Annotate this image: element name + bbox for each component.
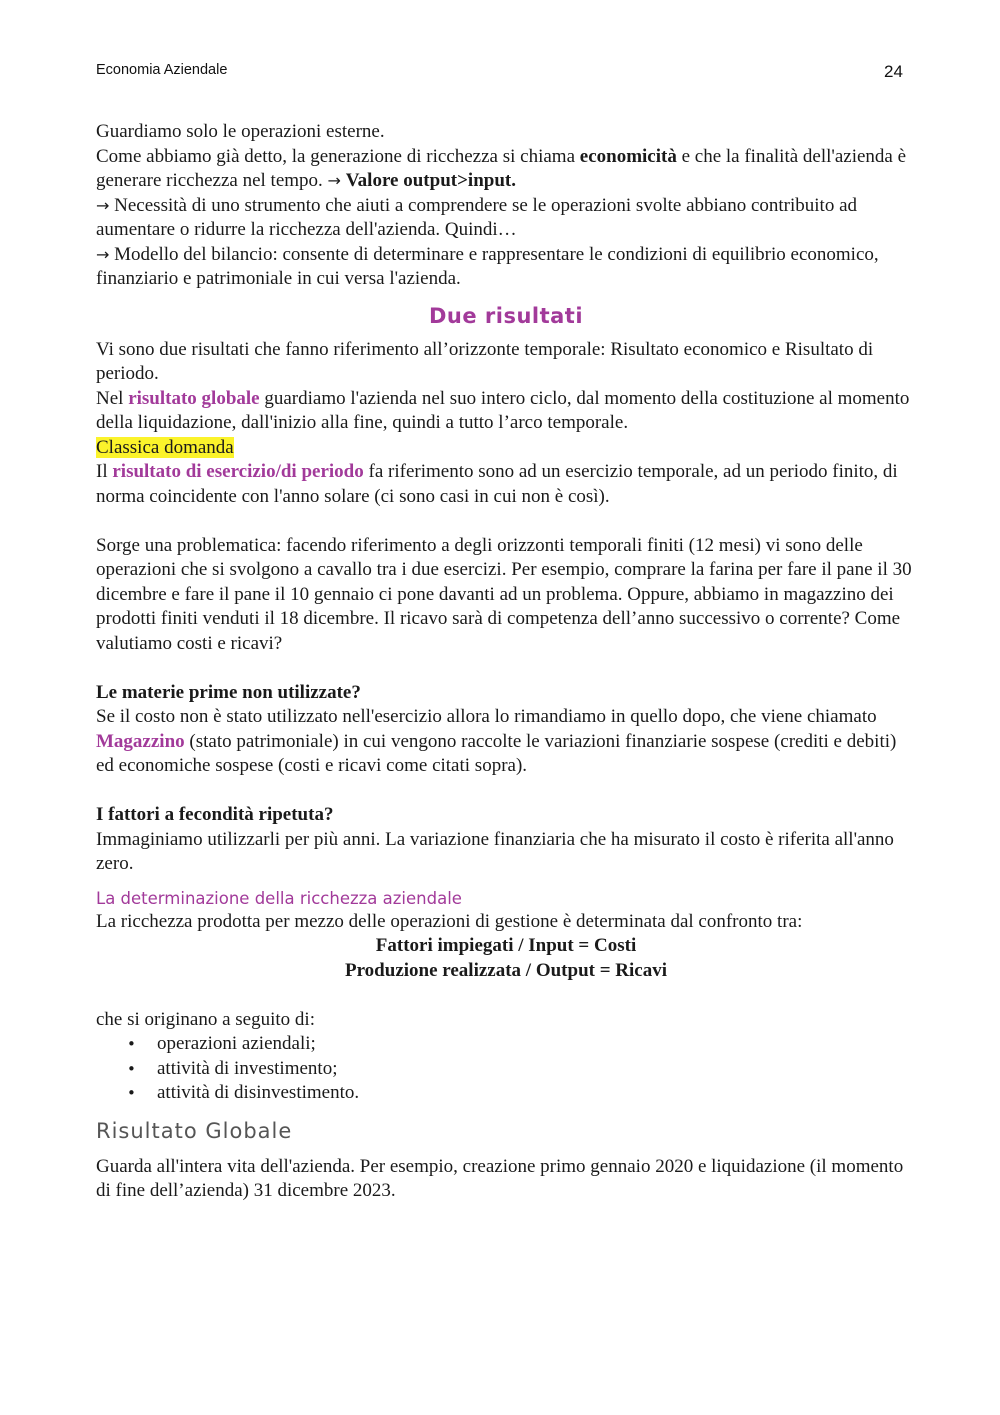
- paragraph-si-originano: che si originano a seguito di:: [96, 1008, 315, 1030]
- term-economicita: economicità: [579, 145, 677, 167]
- page-number: 24: [884, 62, 903, 81]
- intro-paragraph-3: → Necessità di uno strumento che aiuti a comprendere se le operazioni svolte abbiano contribuito ad aumentare o ridurre la ricchezza dell'azienda. Quindi…: [96, 194, 858, 240]
- arrow-icon: →: [96, 244, 110, 264]
- arrow-icon: →: [327, 171, 341, 190]
- highlight-classica-domanda: Classica domanda: [96, 436, 234, 458]
- intro-paragraph-4: → Modello del bilancio: consente di determinare e rappresentare le condizioni di equilibrio economico, finanziario e patrimoniale in cui versa l'azienda.: [96, 243, 879, 289]
- intro-paragraph-2: Come abbiamo già detto, la generazione di ricchezza si chiama economicità e che la finalità dell'azienda è generare ricchezza nel tempo. → Valore output>input.: [96, 145, 907, 191]
- term-magazzino: Magazzino: [96, 730, 185, 752]
- list-item: • operazioni aziendali;: [157, 1032, 916, 1057]
- bullet-list: [96, 1032, 916, 1106]
- answer-materie-prime: Se il costo non è stato utilizzato nell'esercizio allora lo rimandiamo in quello dopo, che viene chiamato Magazzino (stato patrimoniale) in cui vengono raccolte le variazioni finanziarie sospese (crediti e debiti) ed economiche sospese (costi e ricavi come citati sopra).: [96, 706, 897, 776]
- paragraph-intera-vita: Guarda all'intera vita dell'azienda. Per esempio, creazione primo gennaio 2020 e liquidazione (il momento di fine dell’azienda) 31 dicembre 2023.: [96, 1155, 904, 1201]
- running-header: Economia Aziendale: [96, 62, 228, 78]
- paragraph-problematica: Sorge una problematica: facendo riferimento a degli orizzonti temporali finiti (12 mesi) vi sono delle operazioni che si svolgono a cavallo tra i due esercizi. Per esempio, comprare la farina per fare il pane il 30 dicembre e fare il pane il 10 gennaio ci pone davanti ad un problema. Oppure, abbiamo in magazzino dei prodotti finiti venduti il 18 dicembre. Il ricavo sarà di competenza dell’anno successivo o corrente? Come valutiamo costi e ricavi?: [96, 534, 912, 654]
- highlight-line: [96, 436, 916, 461]
- paragraph-risultato-globale: Nel risultato globale guardiamo l'azienda nel suo intero ciclo, dal momento della costituzione al momento della liquidazione, dall'inizio alla fine, quindi a tutto l’arco temporale.: [96, 387, 910, 433]
- arrow-icon: →: [96, 195, 110, 215]
- paragraph-ricchezza-prodotta: La ricchezza prodotta per mezzo delle operazioni di gestione è determinata dal confronto tra:: [96, 910, 803, 932]
- heading-due-risultati: Due risultati: [428, 303, 584, 328]
- paragraph-risultato-esercizio: Il risultato di esercizio/di periodo fa riferimento sono ad un esercizio temporale, ad un periodo finito, di norma coincidente con l'anno solare (ci sono casi in cui non è così).: [96, 461, 898, 507]
- question-materie-prime: Le materie prime non utilizzate?: [96, 681, 361, 703]
- value-output-input: Valore output>input.: [345, 170, 516, 191]
- term-risultato-globale: risultato globale: [128, 387, 260, 409]
- list-item: • attività di investimento;: [157, 1057, 916, 1082]
- heading-determinazione-ricchezza: La determinazione della ricchezza aziendale: [96, 888, 462, 908]
- answer-fattori: Immaginiamo utilizzarli per più anni. La variazione finanziaria che ha misurato il costo è riferita all'anno zero.: [96, 828, 894, 874]
- term-risultato-esercizio: risultato di esercizio/di periodo: [112, 461, 364, 482]
- formula-ricavi: Produzione realizzata / Output = Ricavi: [344, 959, 668, 981]
- question-fattori: I fattori a fecondità ripetuta?: [96, 804, 334, 825]
- list-item: • attività di disinvestimento.: [157, 1081, 916, 1106]
- intro-line-1: Guardiamo solo le operazioni esterne.: [96, 121, 385, 142]
- page-body: [96, 120, 916, 1204]
- formula-costi: Fattori impiegati / Input = Costi: [375, 935, 637, 956]
- heading-risultato-globale: Risultato Globale: [96, 1118, 293, 1143]
- paragraph-due-risultati: Vi sono due risultati che fanno riferimento all’orizzonte temporale: Risultato economico e Risultato di periodo.: [96, 338, 874, 384]
